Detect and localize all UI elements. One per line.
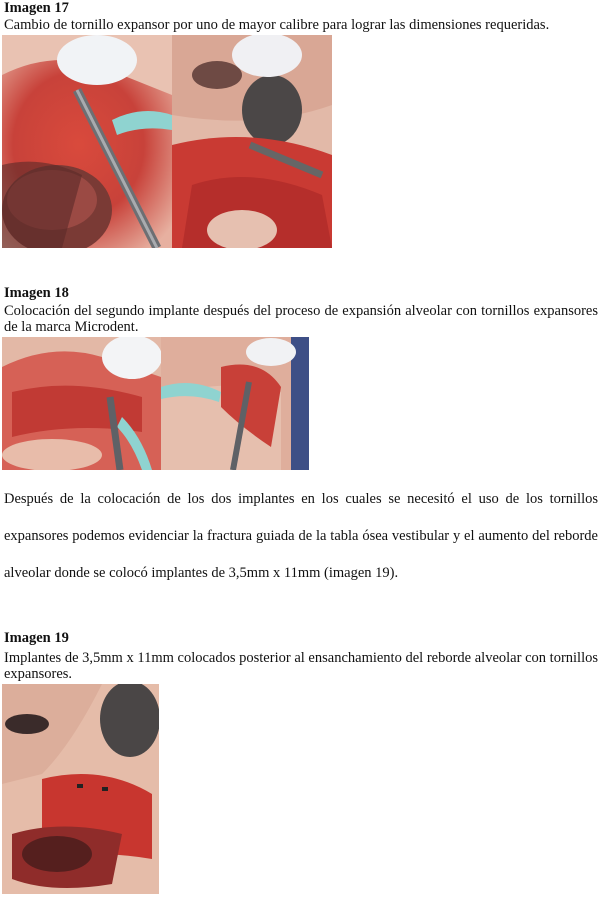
heading-imagen-17: Imagen 17 xyxy=(4,0,69,16)
heading-imagen-18: Imagen 18 xyxy=(4,285,69,301)
surgical-photo-second-implant-placement xyxy=(2,337,161,470)
caption-imagen-17: Cambio de tornillo expansor por uno de mayor calibre para lograr las dimensiones requeridas. xyxy=(4,17,550,33)
surgical-photo-expander-screw-change xyxy=(2,35,172,248)
surgical-photo-implants-placed xyxy=(2,684,159,894)
body-paragraph: Después de la colocación de los dos implantes en los cuales se necesitó el uso de los tornillos expansores podemos evidenciar la fractura guiada de la tabla ósea vestibular y el aumento del reborde alveolar donde se colocó implantes de 3,5mm x 11mm (imagen 19). xyxy=(4,491,598,581)
heading-imagen-19: Imagen 19 xyxy=(4,630,69,646)
caption-imagen-19: Implantes de 3,5mm x 11mm colocados posterior al ensanchamiento del reborde alveolar con tornillos expansores. xyxy=(4,650,598,682)
surgical-photo-second-implant-driver xyxy=(161,337,309,470)
caption-imagen-18: Colocación del segundo implante después del proceso de expansión alveolar con tornillos expansores de la marca Microdent. xyxy=(4,303,598,335)
surgical-photo-expander-screw-in-site xyxy=(172,35,332,248)
